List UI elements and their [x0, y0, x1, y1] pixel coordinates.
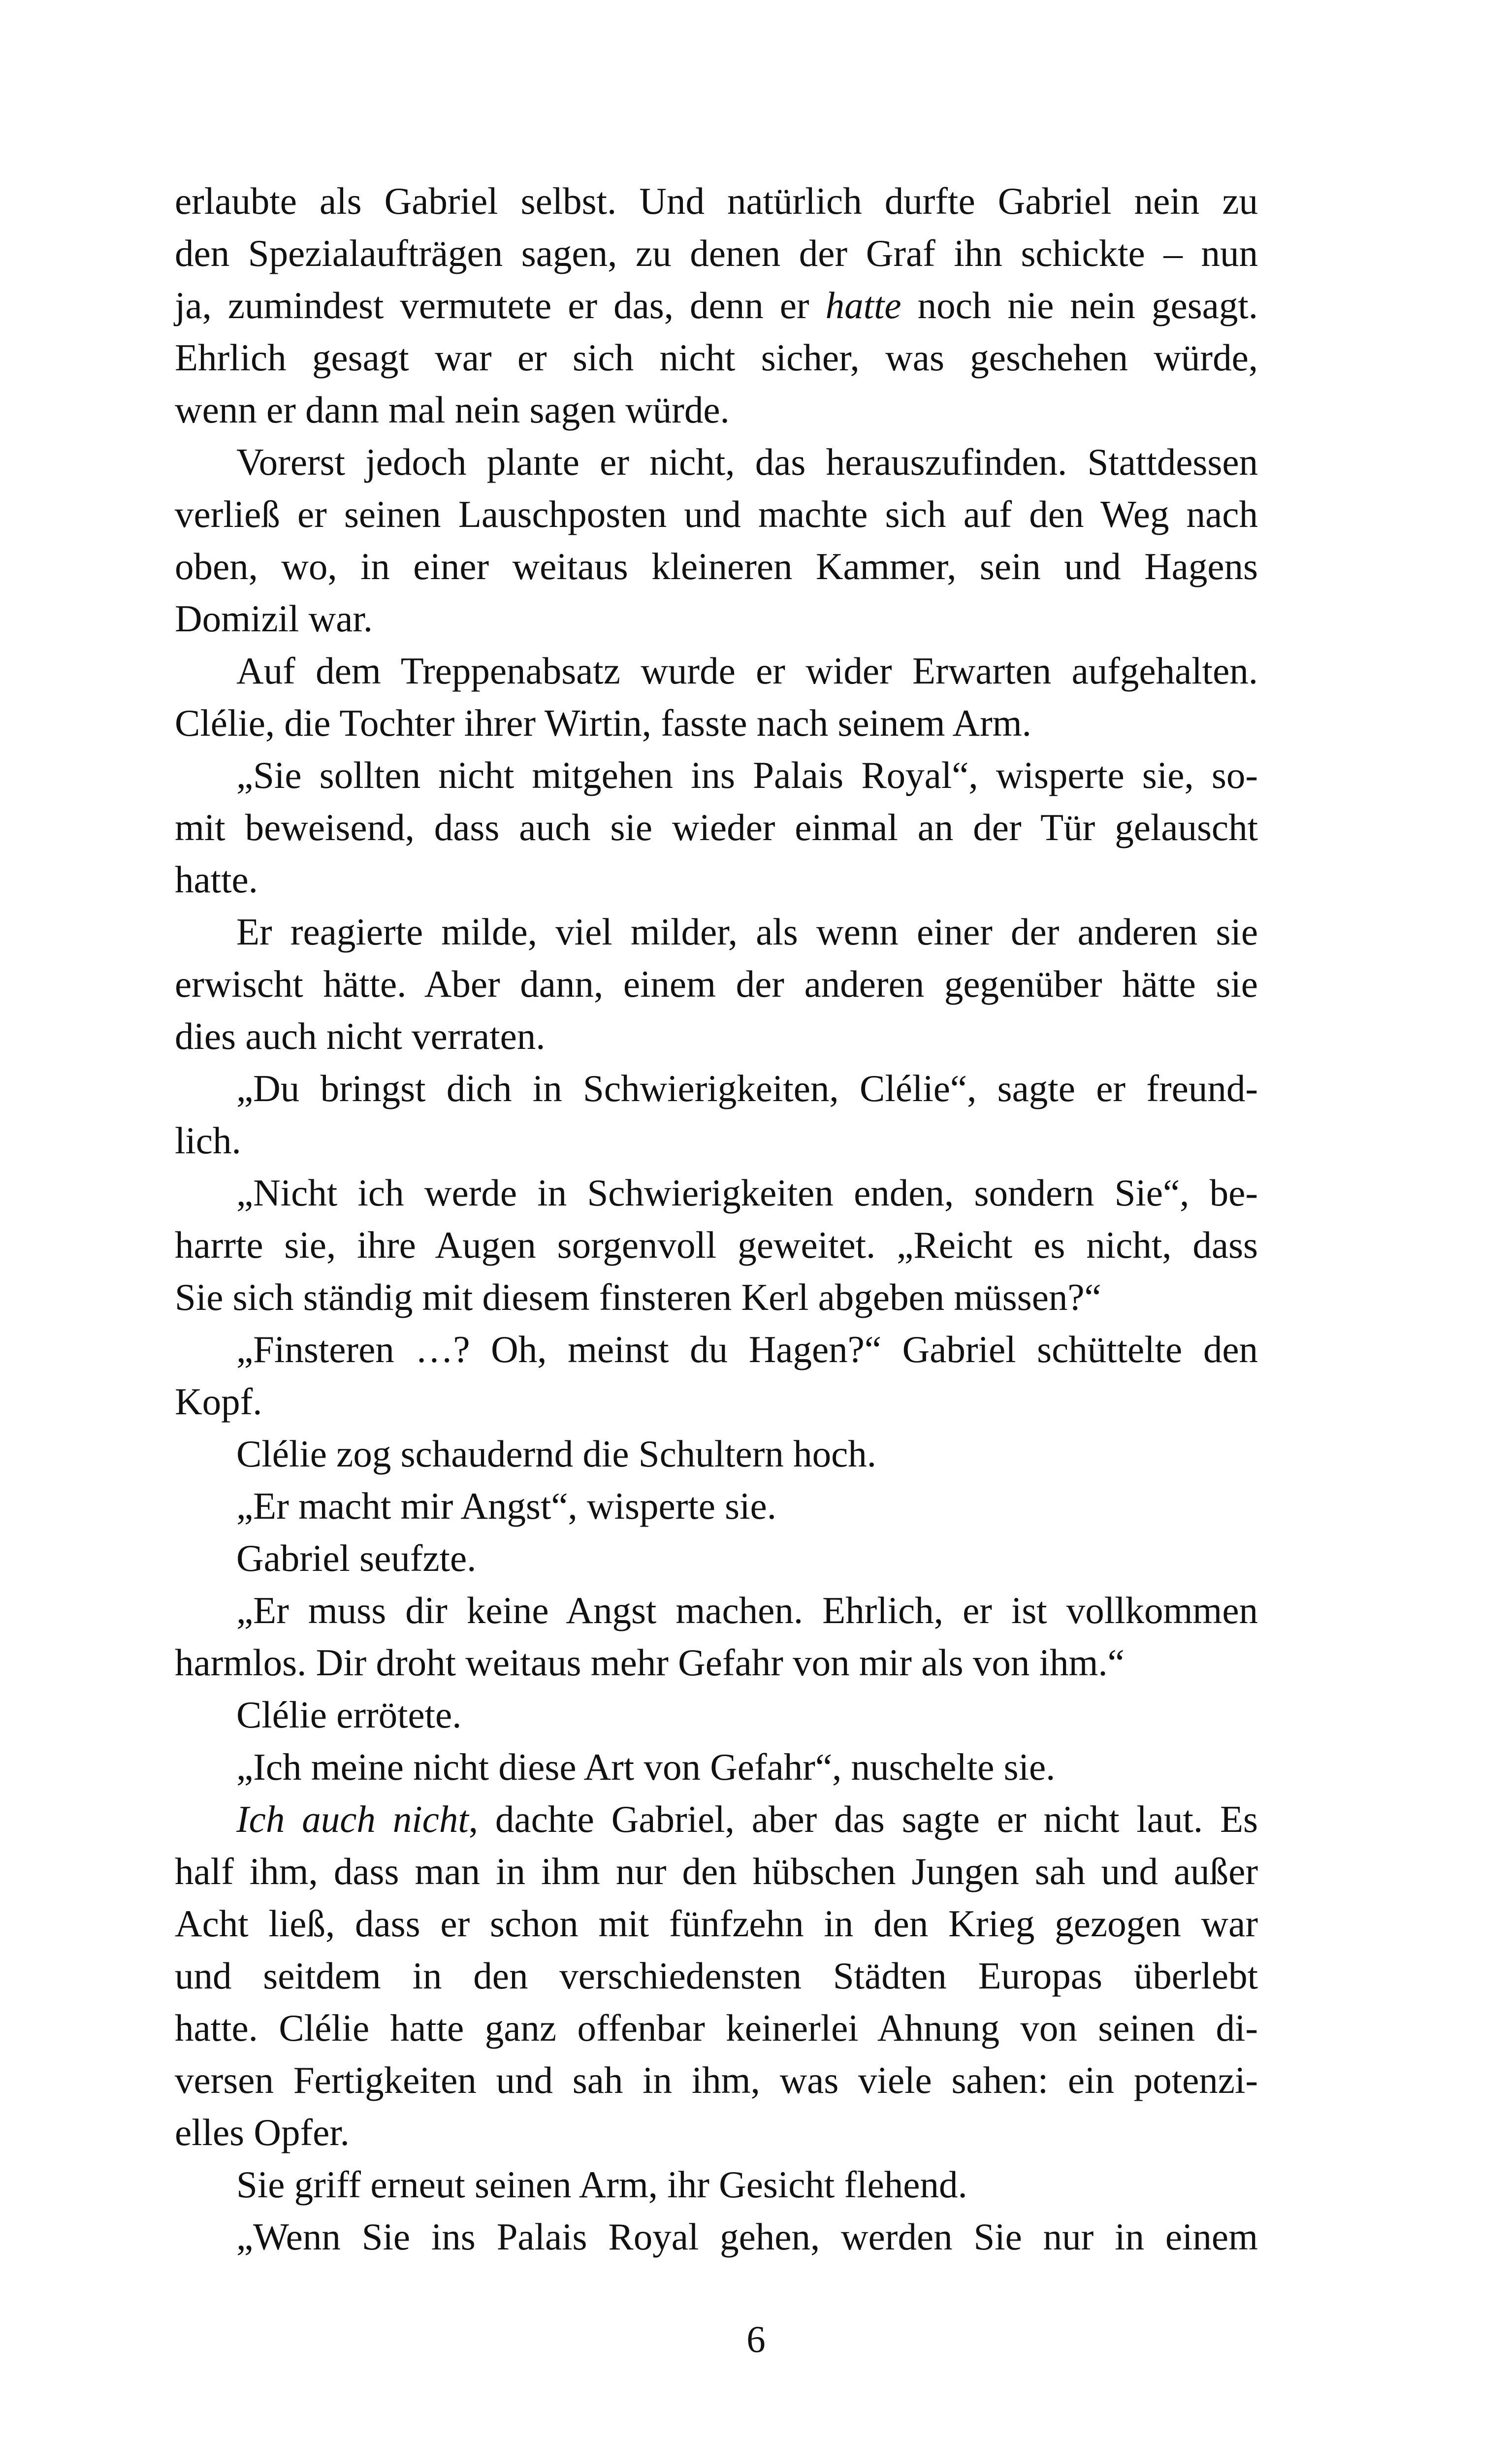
text-segment: ja, zumindest vermutete er das, denn er	[175, 284, 826, 326]
paragraph-end-line: Kopf.	[175, 1380, 262, 1423]
paragraph-end-line: harmlos. Dir droht weitaus mehr Gefahr von mir als von ihm.“	[175, 1641, 1125, 1684]
paragraph-start-line: „Nicht ich werde in Schwierigkeiten enden, sondern Sie“, be-	[236, 1172, 1258, 1214]
paragraph-line: „Er macht mir Angst“, wisperte sie.	[236, 1485, 776, 1527]
text-line: verließ er seinen Lauschposten und machte sich auf den Weg nach	[175, 493, 1258, 535]
text-line: hatte. Clélie hatte ganz offenbar keinerlei Ahnung von seinen di-	[175, 2007, 1258, 2049]
paragraph-line: Clélie zog schaudernd die Schultern hoch.	[236, 1433, 877, 1475]
paragraph-start-line: Vorerst jedoch plante er nicht, das herauszufinden. Stattdessen	[236, 441, 1258, 483]
paragraph-end-line: elles Opfer.	[175, 2111, 350, 2153]
text-line: harrte sie, ihre Augen sorgenvoll geweitet. „Reicht es nicht, dass	[175, 1224, 1258, 1266]
paragraph-start-line: „Finsteren …? Oh, meinst du Hagen?“ Gabriel schüttelte den	[236, 1328, 1258, 1370]
text-line: versen Fertigkeiten und sah in ihm, was viele sahen: ein potenzi-	[175, 2059, 1258, 2101]
text-line: Ehrlich gesagt war er sich nicht sicher, was geschehen würde,	[175, 336, 1258, 379]
paragraph-start-line: „Du bringst dich in Schwierigkeiten, Clélie“, sagte er freund-	[236, 1067, 1258, 1109]
paragraph-end-line: Domizil war.	[175, 597, 373, 640]
paragraph-end-line: dies auch nicht verraten.	[175, 1015, 546, 1057]
paragraph-line: „Ich meine nicht diese Art von Gefahr“, nuschelte sie.	[236, 1746, 1056, 1788]
paragraph-start-line: Er reagierte milde, viel milder, als wenn einer der anderen sie	[236, 911, 1258, 953]
body-text	[175, 175, 1258, 2263]
paragraph-start-line: „Er muss dir keine Angst machen. Ehrlich, er ist vollkommen	[236, 1589, 1258, 1631]
paragraph-end-line: Clélie, die Tochter ihrer Wirtin, fasste nach seinem Arm.	[175, 702, 1031, 744]
italic-emphasis: Ich auch nicht	[236, 1798, 469, 1840]
text-line: erwischt hätte. Aber dann, einem der anderen gegenüber hätte sie	[175, 963, 1258, 1005]
text-line: erlaubte als Gabriel selbst. Und natürlich durfte Gabriel nein zu	[175, 180, 1258, 222]
text-line: den Spezialaufträgen sagen, zu denen der Graf ihn schickte – nun	[175, 232, 1258, 274]
paragraph-start-line: „Sie sollten nicht mitgehen ins Palais Royal“, wisperte sie, so-	[236, 754, 1258, 796]
text-segment: , dachte Gabriel, aber das sagte er nicht laut. Es	[468, 1798, 1258, 1840]
text-line: oben, wo, in einer weitaus kleineren Kammer, sein und Hagens	[175, 545, 1258, 587]
italic-emphasis: hatte	[825, 284, 901, 326]
text-line: Acht ließ, dass er schon mit fünfzehn in den Krieg gezogen war	[175, 1902, 1258, 1945]
text-line: half ihm, dass man in ihm nur den hübschen Jungen sah und außer	[175, 1850, 1258, 1892]
paragraph-end-line: hatte.	[175, 858, 258, 901]
paragraph-line: Clélie errötete.	[236, 1694, 462, 1736]
text-line: und seitdem in den verschiedensten Städten Europas überlebt	[175, 1954, 1258, 1997]
page-number: 6	[746, 2318, 766, 2360]
paragraph-start-line	[175, 1793, 1258, 1845]
text-line: mit beweisend, dass auch sie wieder einmal an der Tür gelauscht	[175, 806, 1258, 848]
text-segment: noch nie nein gesagt.	[901, 284, 1258, 326]
paragraph-start-line: Auf dem Treppenabsatz wurde er wider Erwarten aufgehalten.	[236, 650, 1258, 692]
paragraph-start-line: „Wenn Sie ins Palais Royal gehen, werden Sie nur in einem	[236, 2215, 1258, 2258]
paragraph-end-line: wenn er dann mal nein sagen würde.	[175, 389, 730, 431]
text-line	[175, 279, 1258, 331]
paragraph-end-line: Sie sich ständig mit diesem finsteren Kerl abgeben müssen?“	[175, 1276, 1101, 1318]
paragraph-line: Sie griff erneut seinen Arm, ihr Gesicht flehend.	[236, 2163, 967, 2206]
paragraph-end-line: lich.	[175, 1119, 241, 1162]
paragraph-line: Gabriel seufzte.	[236, 1537, 477, 1579]
